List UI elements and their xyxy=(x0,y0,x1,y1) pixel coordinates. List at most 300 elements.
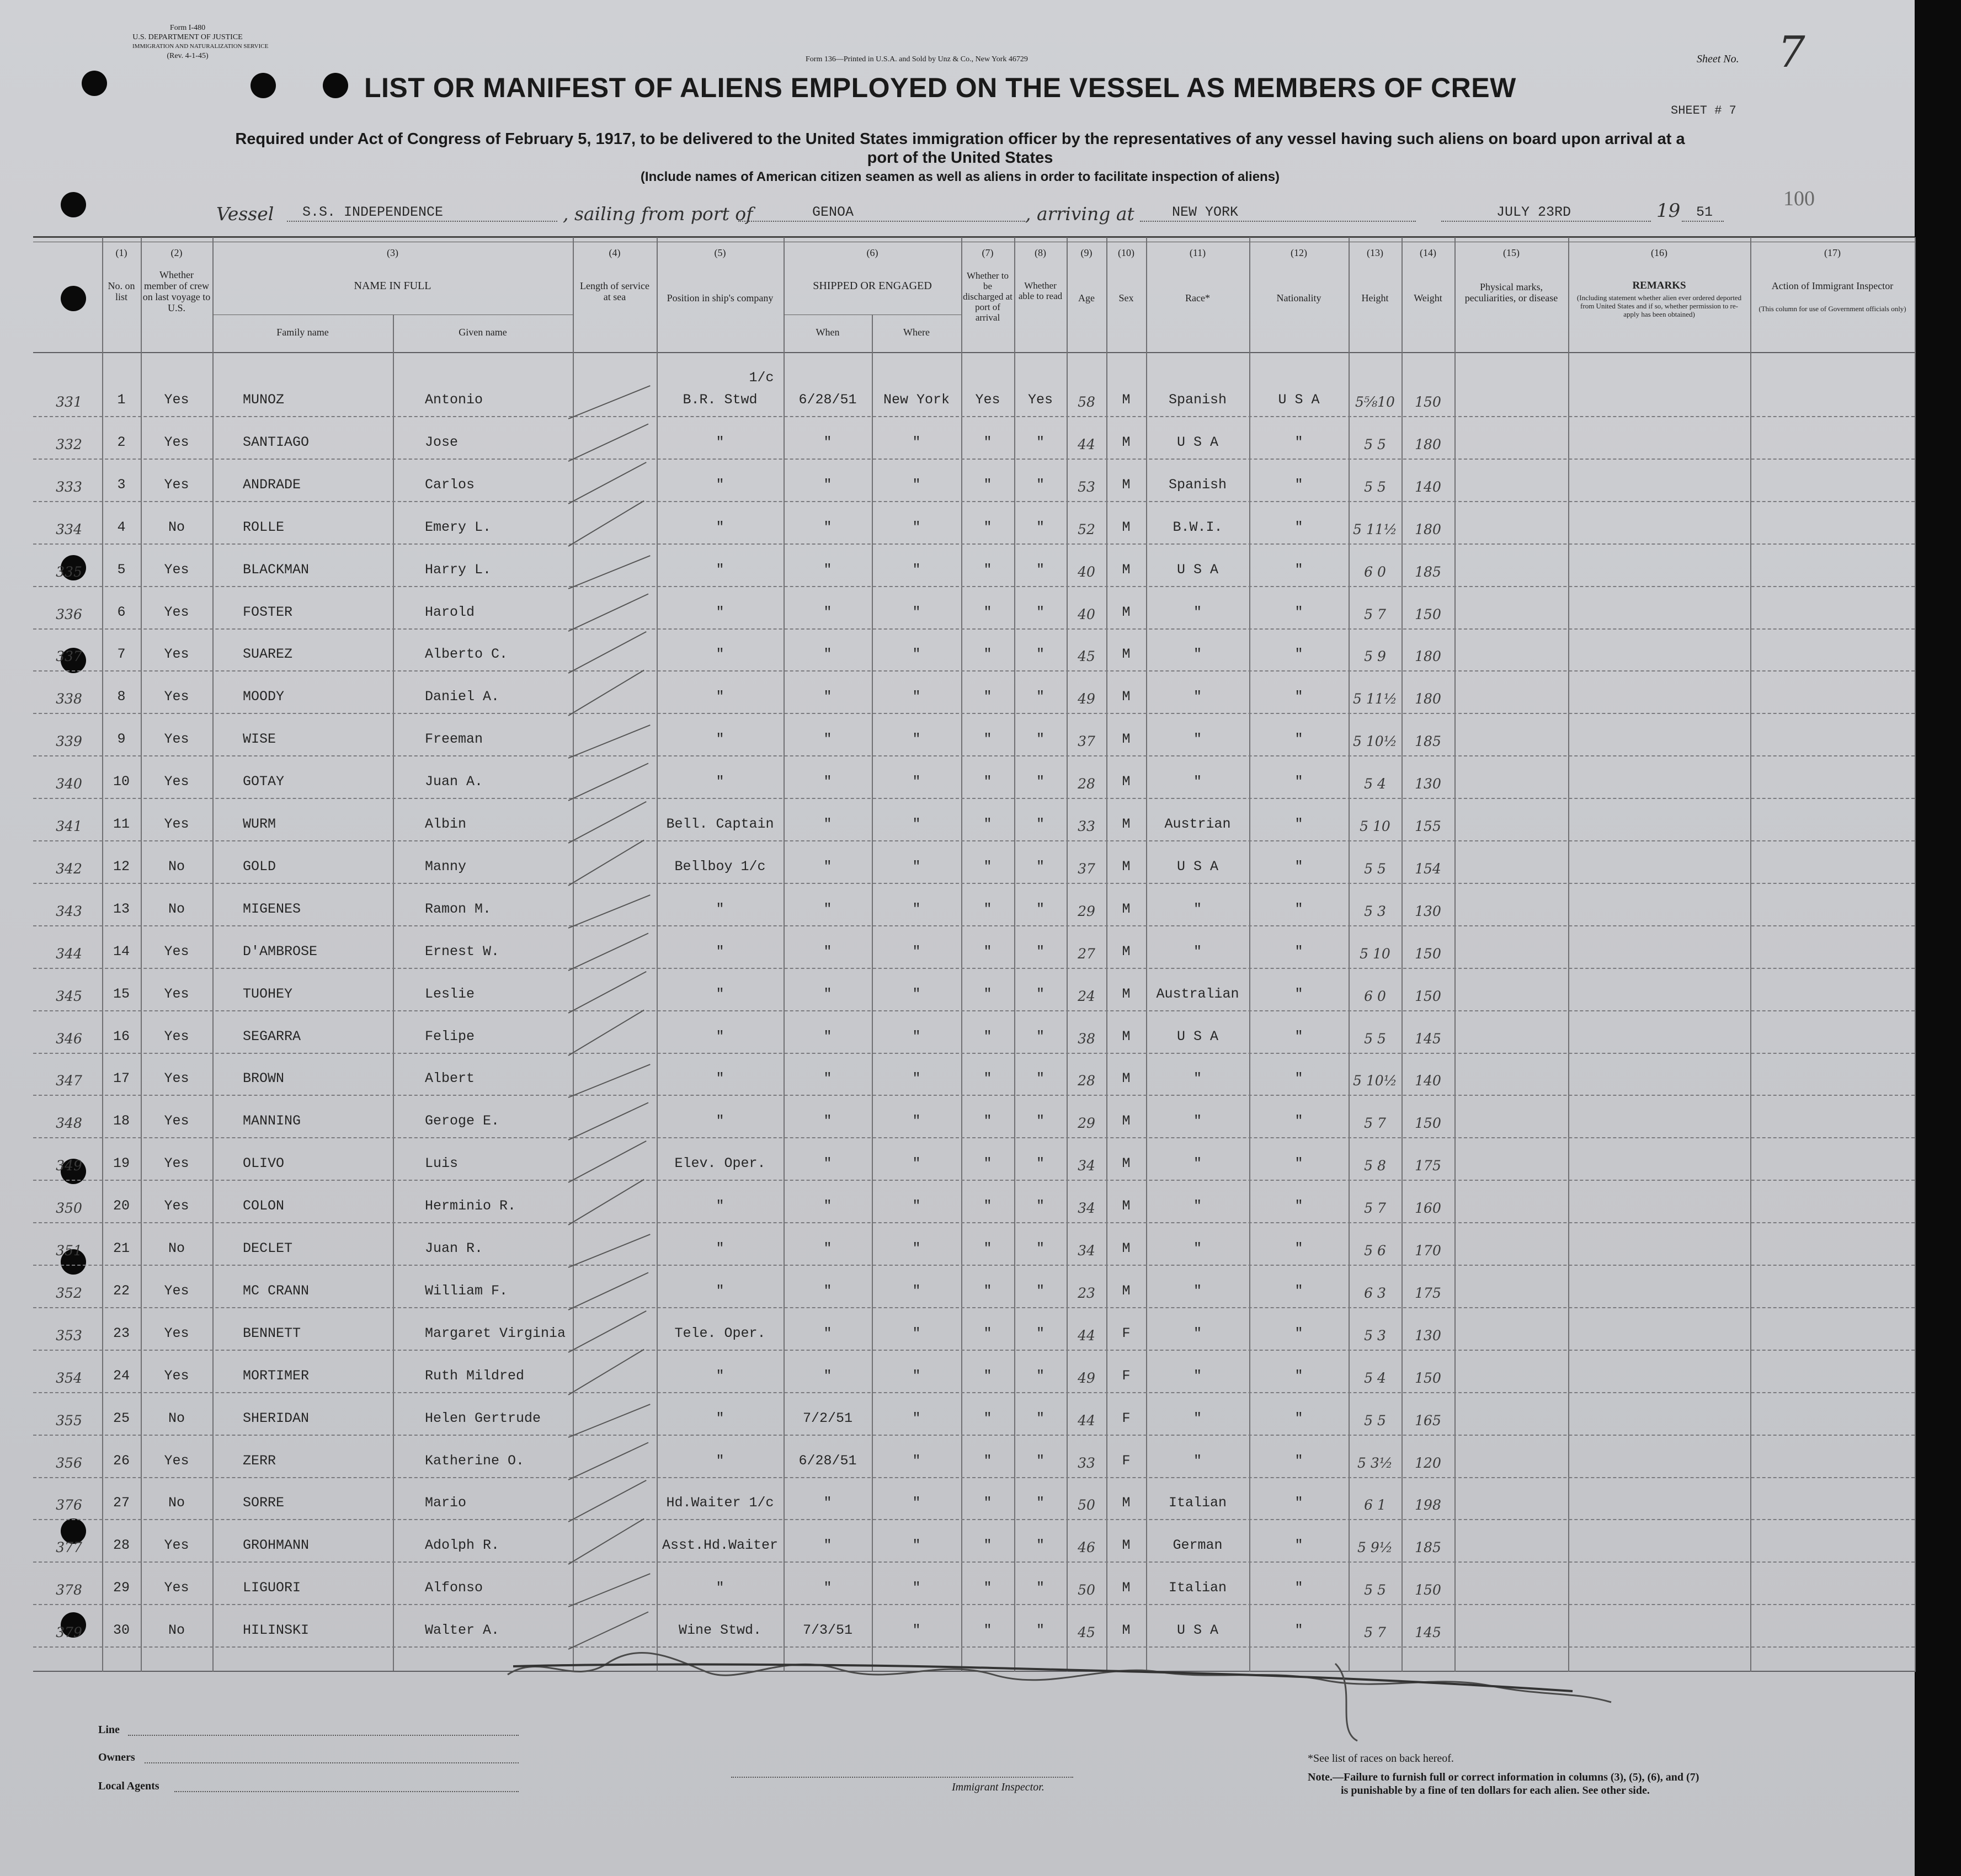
sex: F xyxy=(1122,1325,1131,1341)
height: 5 5 xyxy=(1364,1413,1386,1429)
weight: 185 xyxy=(1415,564,1441,580)
race: U S A xyxy=(1176,1028,1218,1044)
col-number: (15) xyxy=(1503,247,1520,258)
race: " xyxy=(1193,646,1202,662)
given-name: Alfonso xyxy=(425,1580,483,1596)
race: " xyxy=(1193,774,1202,790)
family-name: ANDRADE xyxy=(243,477,301,493)
crew-last-voyage: No xyxy=(168,901,185,917)
able-to-read: " xyxy=(1036,646,1045,662)
height: 5⅝10 xyxy=(1355,394,1395,410)
nationality: U S A xyxy=(1278,392,1320,408)
age: 37 xyxy=(1078,861,1095,877)
nationality: " xyxy=(1294,1580,1303,1596)
sheet-stamp: SHEET # 7 xyxy=(1671,104,1736,118)
given-name: Herminio R. xyxy=(425,1198,516,1214)
given-name: Juan R. xyxy=(425,1240,483,1256)
footer-agents-label: Local Agents xyxy=(98,1780,159,1792)
shipped-where: " xyxy=(912,1198,921,1214)
crew-last-voyage: No xyxy=(168,859,185,875)
nationality: " xyxy=(1294,986,1303,1002)
sex: M xyxy=(1122,1622,1131,1638)
shipped-when: " xyxy=(823,519,832,535)
col-number: (11) xyxy=(1189,247,1206,258)
race: " xyxy=(1193,1325,1202,1341)
shipped-where: " xyxy=(912,816,921,832)
sex: M xyxy=(1122,774,1131,790)
form-info xyxy=(132,23,269,61)
height: 5 5 xyxy=(1364,1031,1386,1047)
age: 58 xyxy=(1078,394,1095,410)
shipped-when: " xyxy=(823,1368,832,1384)
table-row xyxy=(0,1325,1915,1358)
manifest-number: 345 xyxy=(56,988,82,1004)
age: 44 xyxy=(1078,1413,1095,1429)
to-be-discharged: " xyxy=(983,1198,992,1214)
able-to-read: " xyxy=(1036,1113,1045,1129)
weight: 120 xyxy=(1415,1455,1441,1471)
punch-hole xyxy=(323,73,348,98)
age: 33 xyxy=(1078,818,1095,834)
height: 5 10 xyxy=(1360,818,1390,834)
shipped-where: " xyxy=(912,1537,921,1553)
to-be-discharged: " xyxy=(983,1070,992,1086)
crew-last-voyage: Yes xyxy=(164,1070,189,1086)
height: 5 10½ xyxy=(1353,1073,1397,1089)
height: 5 11½ xyxy=(1353,521,1397,537)
header-remarks-note: (Including statement whether alien ever ordered deported from United States and if so, whether permission to re-apply has been obtained) xyxy=(1576,294,1742,318)
weight: 130 xyxy=(1415,903,1441,919)
shipped-where: " xyxy=(912,986,921,1002)
shipped-where: " xyxy=(912,944,921,960)
position: Hd.Waiter 1/c xyxy=(666,1495,774,1511)
weight: 185 xyxy=(1415,733,1441,749)
able-to-read: " xyxy=(1036,434,1045,450)
height: 5 10½ xyxy=(1353,733,1397,749)
weight: 170 xyxy=(1415,1243,1441,1259)
col-number: (17) xyxy=(1824,247,1841,258)
able-to-read: " xyxy=(1036,1368,1045,1384)
shipped-when: 7/2/51 xyxy=(802,1410,852,1426)
table-row xyxy=(0,1283,1915,1316)
crew-last-voyage: Yes xyxy=(164,434,189,450)
crew-last-voyage: No xyxy=(168,519,185,535)
manifest-number: 343 xyxy=(56,903,82,919)
race: Italian xyxy=(1168,1580,1227,1596)
manifest-number: 353 xyxy=(56,1328,82,1344)
race: Italian xyxy=(1168,1495,1227,1511)
col-number: (10) xyxy=(1118,247,1134,258)
arriving-label: , arriving at xyxy=(1025,203,1134,225)
position: " xyxy=(716,1283,724,1299)
nationality: " xyxy=(1294,562,1303,578)
weight: 165 xyxy=(1415,1413,1441,1429)
nationality: " xyxy=(1294,1028,1303,1044)
manifest-number: 379 xyxy=(56,1624,82,1640)
sex: M xyxy=(1122,1580,1131,1596)
header-family-name: Family name xyxy=(276,327,329,338)
to-be-discharged: " xyxy=(983,477,992,493)
height: 5 3 xyxy=(1364,1328,1386,1344)
weight: 180 xyxy=(1415,648,1441,664)
age: 24 xyxy=(1078,988,1095,1004)
header-able-to-read: Whether able to read xyxy=(1018,280,1063,301)
to-be-discharged: " xyxy=(983,859,992,875)
table-row xyxy=(0,646,1915,679)
sailing-label: , sailing from port of xyxy=(563,203,753,225)
position: " xyxy=(716,689,724,705)
manifest-number: 341 xyxy=(56,818,82,834)
table-row xyxy=(0,986,1915,1019)
header-physical-marks: Physical marks, peculiarities, or disease xyxy=(1464,281,1558,303)
weight: 180 xyxy=(1415,691,1441,707)
to-be-discharged: " xyxy=(983,986,992,1002)
weight: 150 xyxy=(1415,988,1441,1004)
table-row xyxy=(0,901,1915,934)
manifest-number: 351 xyxy=(56,1243,82,1259)
family-name: HILINSKI xyxy=(243,1622,310,1638)
line-number: 10 xyxy=(113,774,130,790)
manifest-number: 348 xyxy=(56,1115,82,1131)
family-name: D'AMBROSE xyxy=(243,944,318,960)
race: U S A xyxy=(1176,859,1218,875)
table-row xyxy=(0,1155,1915,1189)
table-row xyxy=(0,1495,1915,1528)
shipped-where: " xyxy=(912,1155,921,1171)
col-number: (8) xyxy=(1035,247,1046,258)
nationality: " xyxy=(1294,604,1303,620)
family-name: MIGENES xyxy=(243,901,301,917)
col-number: (12) xyxy=(1291,247,1307,258)
nationality: " xyxy=(1294,689,1303,705)
age: 44 xyxy=(1078,1328,1095,1344)
subtitle-line-1: Required under Act of Congress of February 5, 1917, to be delivered to the United States immigration officer by the representatives of any vessel having such aliens on board upon arrival at a xyxy=(235,130,1685,148)
position: " xyxy=(716,1410,724,1426)
departure-port: GENOA xyxy=(812,204,854,220)
height: 5 5 xyxy=(1364,436,1386,452)
sex: M xyxy=(1122,901,1131,917)
col-number: (14) xyxy=(1420,247,1436,258)
manifest-number: 356 xyxy=(56,1455,82,1471)
shipped-where: " xyxy=(912,1070,921,1086)
race: Australian xyxy=(1156,986,1239,1002)
to-be-discharged: " xyxy=(983,604,992,620)
table-row xyxy=(0,774,1915,807)
race: " xyxy=(1193,1410,1202,1426)
given-name: Daniel A. xyxy=(425,689,500,705)
able-to-read: Yes xyxy=(1027,392,1053,408)
header-height: Height xyxy=(1361,292,1389,303)
height: 5 3 xyxy=(1364,903,1386,919)
col-number: (4) xyxy=(609,247,621,258)
able-to-read: " xyxy=(1036,1622,1045,1638)
position: Elev. Oper. xyxy=(674,1155,766,1171)
race: " xyxy=(1193,731,1202,747)
able-to-read: " xyxy=(1036,1537,1045,1553)
manifest-number: 337 xyxy=(56,648,82,664)
shipped-when: " xyxy=(823,1198,832,1214)
header-given-name: Given name xyxy=(459,327,507,338)
shipped-where: " xyxy=(912,1495,921,1511)
punch-hole xyxy=(251,73,276,98)
given-name: Helen Gertrude xyxy=(425,1410,541,1426)
manifest-number: 340 xyxy=(56,776,82,792)
sex: M xyxy=(1122,1495,1131,1511)
page-stamp: 100 xyxy=(1783,187,1815,210)
year-prefix: 19 xyxy=(1656,200,1681,222)
to-be-discharged: " xyxy=(983,1325,992,1341)
position: " xyxy=(716,604,724,620)
to-be-discharged: " xyxy=(983,1537,992,1553)
line-number: 2 xyxy=(117,434,126,450)
crew-last-voyage: Yes xyxy=(164,1028,189,1044)
line-number: 6 xyxy=(117,604,126,620)
race: U S A xyxy=(1176,434,1218,450)
shipped-when: " xyxy=(823,1240,832,1256)
department: U.S. DEPARTMENT OF JUSTICE xyxy=(132,33,243,41)
line-number: 18 xyxy=(113,1113,130,1129)
header-to-be-discharged: Whether to be discharged at port of arrival xyxy=(963,270,1013,323)
crew-last-voyage: Yes xyxy=(164,1155,189,1171)
crew-last-voyage: Yes xyxy=(164,944,189,960)
race: B.W.I. xyxy=(1173,519,1223,535)
race: " xyxy=(1193,1070,1202,1086)
age: 50 xyxy=(1078,1497,1095,1513)
shipped-when: " xyxy=(823,562,832,578)
nationality: " xyxy=(1294,1240,1303,1256)
crew-last-voyage: Yes xyxy=(164,562,189,578)
race: U S A xyxy=(1176,562,1218,578)
height: 6 0 xyxy=(1364,564,1386,580)
position: " xyxy=(716,1453,724,1469)
crew-last-voyage: Yes xyxy=(164,1198,189,1214)
able-to-read: " xyxy=(1036,1325,1045,1341)
manifest-number: 336 xyxy=(56,606,82,622)
to-be-discharged: " xyxy=(983,774,992,790)
sex: M xyxy=(1122,731,1131,747)
shipped-where: " xyxy=(912,689,921,705)
shipped-where: " xyxy=(912,477,921,493)
crew-last-voyage: Yes xyxy=(164,986,189,1002)
shipped-where: " xyxy=(912,562,921,578)
given-name: Harold xyxy=(425,604,475,620)
age: 40 xyxy=(1078,564,1095,580)
weight: 160 xyxy=(1415,1200,1441,1216)
given-name: Harry L. xyxy=(425,562,492,578)
family-name: GOTAY xyxy=(243,774,285,790)
line-number: 15 xyxy=(113,986,130,1002)
manifest-number: 376 xyxy=(56,1497,82,1513)
nationality: " xyxy=(1294,434,1303,450)
position: " xyxy=(716,774,724,790)
position: " xyxy=(716,434,724,450)
shipped-when: " xyxy=(823,434,832,450)
table-row xyxy=(0,1537,1915,1570)
able-to-read: " xyxy=(1036,477,1045,493)
age: 34 xyxy=(1078,1158,1095,1174)
weight: 154 xyxy=(1415,861,1441,877)
height: 5 8 xyxy=(1364,1158,1386,1174)
position: " xyxy=(716,1580,724,1596)
family-name: SORRE xyxy=(243,1495,285,1511)
revision: (Rev. 4-1-45) xyxy=(167,52,209,60)
line-number: 9 xyxy=(117,731,126,747)
weight: 150 xyxy=(1415,946,1441,962)
nationality: " xyxy=(1294,1453,1303,1469)
manifest-number: 332 xyxy=(56,436,82,452)
position: Bell. Captain xyxy=(666,816,774,832)
shipped-where: " xyxy=(912,1028,921,1044)
family-name: LIGUORI xyxy=(243,1580,301,1596)
manifest-number: 333 xyxy=(56,479,82,495)
race: " xyxy=(1193,1113,1202,1129)
sex: M xyxy=(1122,477,1131,493)
family-name: COLON xyxy=(243,1198,285,1214)
shipped-when: " xyxy=(823,1070,832,1086)
weight: 150 xyxy=(1415,394,1441,410)
table-row xyxy=(0,562,1915,595)
line-number: 28 xyxy=(113,1537,130,1553)
able-to-read: " xyxy=(1036,1495,1045,1511)
age: 45 xyxy=(1078,648,1095,664)
table-row xyxy=(0,1070,1915,1104)
line-number: 29 xyxy=(113,1580,130,1596)
table-row xyxy=(0,1240,1915,1273)
family-name: FOSTER xyxy=(243,604,293,620)
table-row xyxy=(0,1028,1915,1062)
manifest-number: 352 xyxy=(56,1285,82,1301)
to-be-discharged: " xyxy=(983,1113,992,1129)
to-be-discharged: " xyxy=(983,1453,992,1469)
sex: M xyxy=(1122,986,1131,1002)
sex: M xyxy=(1122,859,1131,875)
nationality: " xyxy=(1294,1325,1303,1341)
header-weight: Weight xyxy=(1414,292,1442,303)
height: 5 5 xyxy=(1364,479,1386,495)
header-race: Race* xyxy=(1185,292,1210,303)
to-be-discharged: " xyxy=(983,1155,992,1171)
shipped-where: " xyxy=(912,1410,921,1426)
crew-last-voyage: Yes xyxy=(164,1283,189,1299)
year-value: 51 xyxy=(1696,204,1713,220)
table-row xyxy=(0,1198,1915,1231)
age: 29 xyxy=(1078,903,1095,919)
sex: M xyxy=(1122,1283,1131,1299)
nationality: " xyxy=(1294,944,1303,960)
family-name: MORTIMER xyxy=(243,1368,310,1384)
table-row xyxy=(0,731,1915,764)
able-to-read: " xyxy=(1036,519,1045,535)
given-name: Manny xyxy=(425,859,467,875)
position: Wine Stwd. xyxy=(678,1622,762,1638)
shipped-when: " xyxy=(823,1155,832,1171)
crew-last-voyage: Yes xyxy=(164,1113,189,1129)
to-be-discharged: " xyxy=(983,562,992,578)
sex: F xyxy=(1122,1453,1131,1469)
shipped-when: " xyxy=(823,646,832,662)
nationality: " xyxy=(1294,477,1303,493)
to-be-discharged: " xyxy=(983,1495,992,1511)
col-number: (7) xyxy=(982,247,994,258)
able-to-read: " xyxy=(1036,859,1045,875)
manifest-number: 355 xyxy=(56,1413,82,1429)
shipped-when: " xyxy=(823,1283,832,1299)
able-to-read: " xyxy=(1036,774,1045,790)
line-number: 7 xyxy=(117,646,126,662)
family-name: BENNETT xyxy=(243,1325,301,1341)
line-number: 5 xyxy=(117,562,126,578)
nationality: " xyxy=(1294,816,1303,832)
position: Asst.Hd.Waiter xyxy=(662,1537,779,1553)
family-name: MANNING xyxy=(243,1113,301,1129)
sex: M xyxy=(1122,944,1131,960)
shipped-where: " xyxy=(912,1325,921,1341)
family-name: WISE xyxy=(243,731,276,747)
given-name: Katherine O. xyxy=(425,1453,525,1469)
crew-last-voyage: Yes xyxy=(164,392,189,408)
header-nationality: Nationality xyxy=(1276,292,1321,303)
crossed-out-scribble xyxy=(497,1642,1655,1752)
age: 34 xyxy=(1078,1243,1095,1259)
race: " xyxy=(1193,1198,1202,1214)
to-be-discharged: " xyxy=(983,731,992,747)
age: 23 xyxy=(1078,1285,1095,1301)
family-name: GOLD xyxy=(243,859,276,875)
nationality: " xyxy=(1294,1155,1303,1171)
race: Austrian xyxy=(1164,816,1231,832)
race: Spanish xyxy=(1168,477,1227,493)
age: 29 xyxy=(1078,1115,1095,1131)
family-name: SEGARRA xyxy=(243,1028,301,1044)
line-number: 14 xyxy=(113,944,130,960)
sex: M xyxy=(1122,1537,1131,1553)
table-row xyxy=(0,689,1915,722)
nationality: " xyxy=(1294,519,1303,535)
header-name-in-full: NAME IN FULL xyxy=(354,280,431,292)
race: " xyxy=(1193,901,1202,917)
nationality: " xyxy=(1294,1198,1303,1214)
family-name: MC CRANN xyxy=(243,1283,310,1299)
vessel-name: S.S. INDEPENDENCE xyxy=(302,204,444,220)
table-row xyxy=(0,519,1915,552)
position: " xyxy=(716,562,724,578)
height: 5 5 xyxy=(1364,1582,1386,1598)
weight: 185 xyxy=(1415,1539,1441,1555)
height: 5 11½ xyxy=(1353,691,1397,707)
shipped-when: " xyxy=(823,944,832,960)
header-where: Where xyxy=(903,327,930,338)
given-name: Leslie xyxy=(425,986,475,1002)
shipped-where: " xyxy=(912,1240,921,1256)
shipped-when: " xyxy=(823,986,832,1002)
sex: M xyxy=(1122,392,1131,408)
to-be-discharged: " xyxy=(983,816,992,832)
given-name: Luis xyxy=(425,1155,459,1171)
footer-owners-label: Owners xyxy=(98,1751,135,1763)
line-number: 22 xyxy=(113,1283,130,1299)
line-number: 16 xyxy=(113,1028,130,1044)
line-number: 25 xyxy=(113,1410,130,1426)
position: " xyxy=(716,1240,724,1256)
table-row xyxy=(0,434,1915,467)
position: " xyxy=(716,646,724,662)
weight: 150 xyxy=(1415,606,1441,622)
shipped-when: " xyxy=(823,604,832,620)
given-name: Carlos xyxy=(425,477,475,493)
shipped-where: " xyxy=(912,774,921,790)
weight: 198 xyxy=(1415,1497,1441,1513)
race-note: *See list of races on back hereof. xyxy=(1308,1752,1454,1765)
